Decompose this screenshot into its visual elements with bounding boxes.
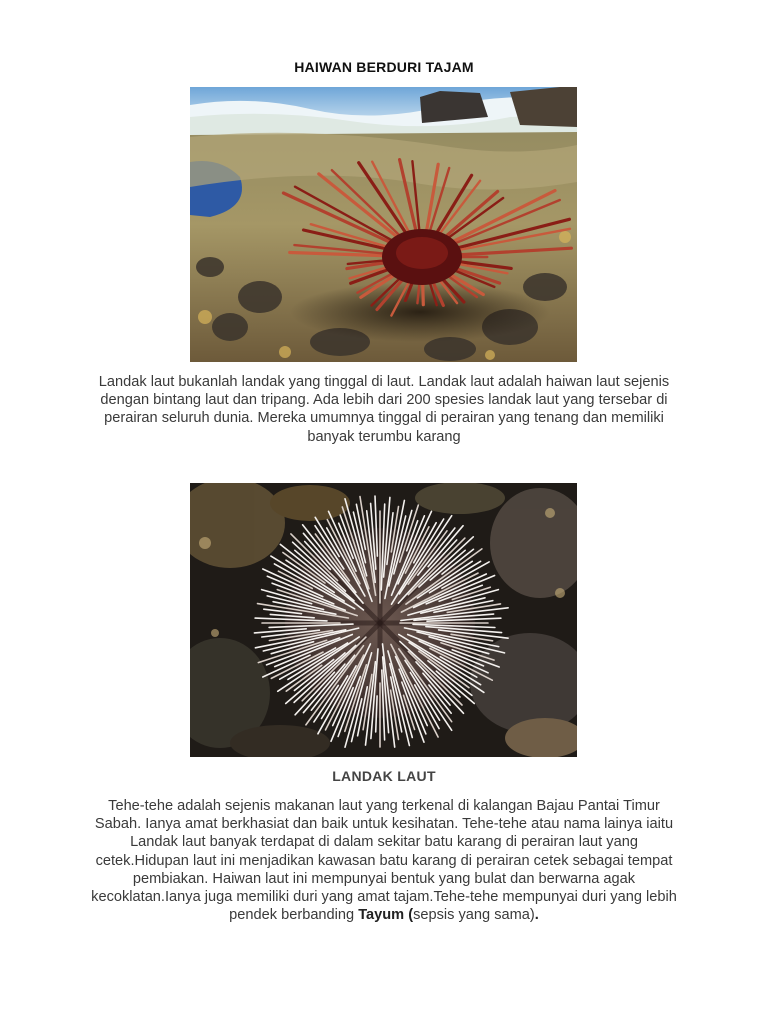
description-paragraph	[88, 797, 680, 924]
red-sea-urchin-photo	[190, 87, 577, 362]
section-subtitle: LANDAK LAUT	[332, 768, 436, 784]
red-sea-urchin-illustration	[190, 87, 577, 362]
paragraph-bold-period: .	[534, 907, 539, 924]
white-sea-urchin-photo	[190, 483, 577, 757]
intro-paragraph: Landak laut bukanlah landak yang tinggal di laut. Landak laut adalah haiwan laut sejenis dengan bintang laut dan tripang. Ada lebih dari 200 spesies landak laut yang tersebar di perairan seluruh dunia. Mereka umumnya tinggal di perairan yang tenang dan memiliki banyak terumbu karang	[98, 374, 670, 445]
white-sea-urchin-illustration	[190, 483, 577, 757]
document-title: HAIWAN BERDURI TAJAM	[294, 59, 474, 75]
paragraph-tail-text: sepsis yang sama)	[413, 907, 535, 924]
paragraph-bold-term: Tayum (	[358, 907, 414, 924]
paragraph-main-text: Tehe-tehe adalah sejenis makanan laut yang terkenal di kalangan Bajau Pantai Timur Sabah. Ianya amat berkhasiat dan baik untuk kesihatan. Tehe-tehe atau nama lainya iaitu Landak laut banyak terdapat di dalam sekitar batu karang di perairan laut yang cetek.Hidupan laut ini menjadikan kawasan batu karang di perairan cetek sebagai tempat pembiakan. Haiwan laut ini mempunyai bentuk yang bulat dan berwarna agak kecoklatan.Ianya juga memiliki duri yang amat tajam.Tehe-tehe mempunyai duri yang lebih pendek berbanding	[91, 798, 677, 924]
